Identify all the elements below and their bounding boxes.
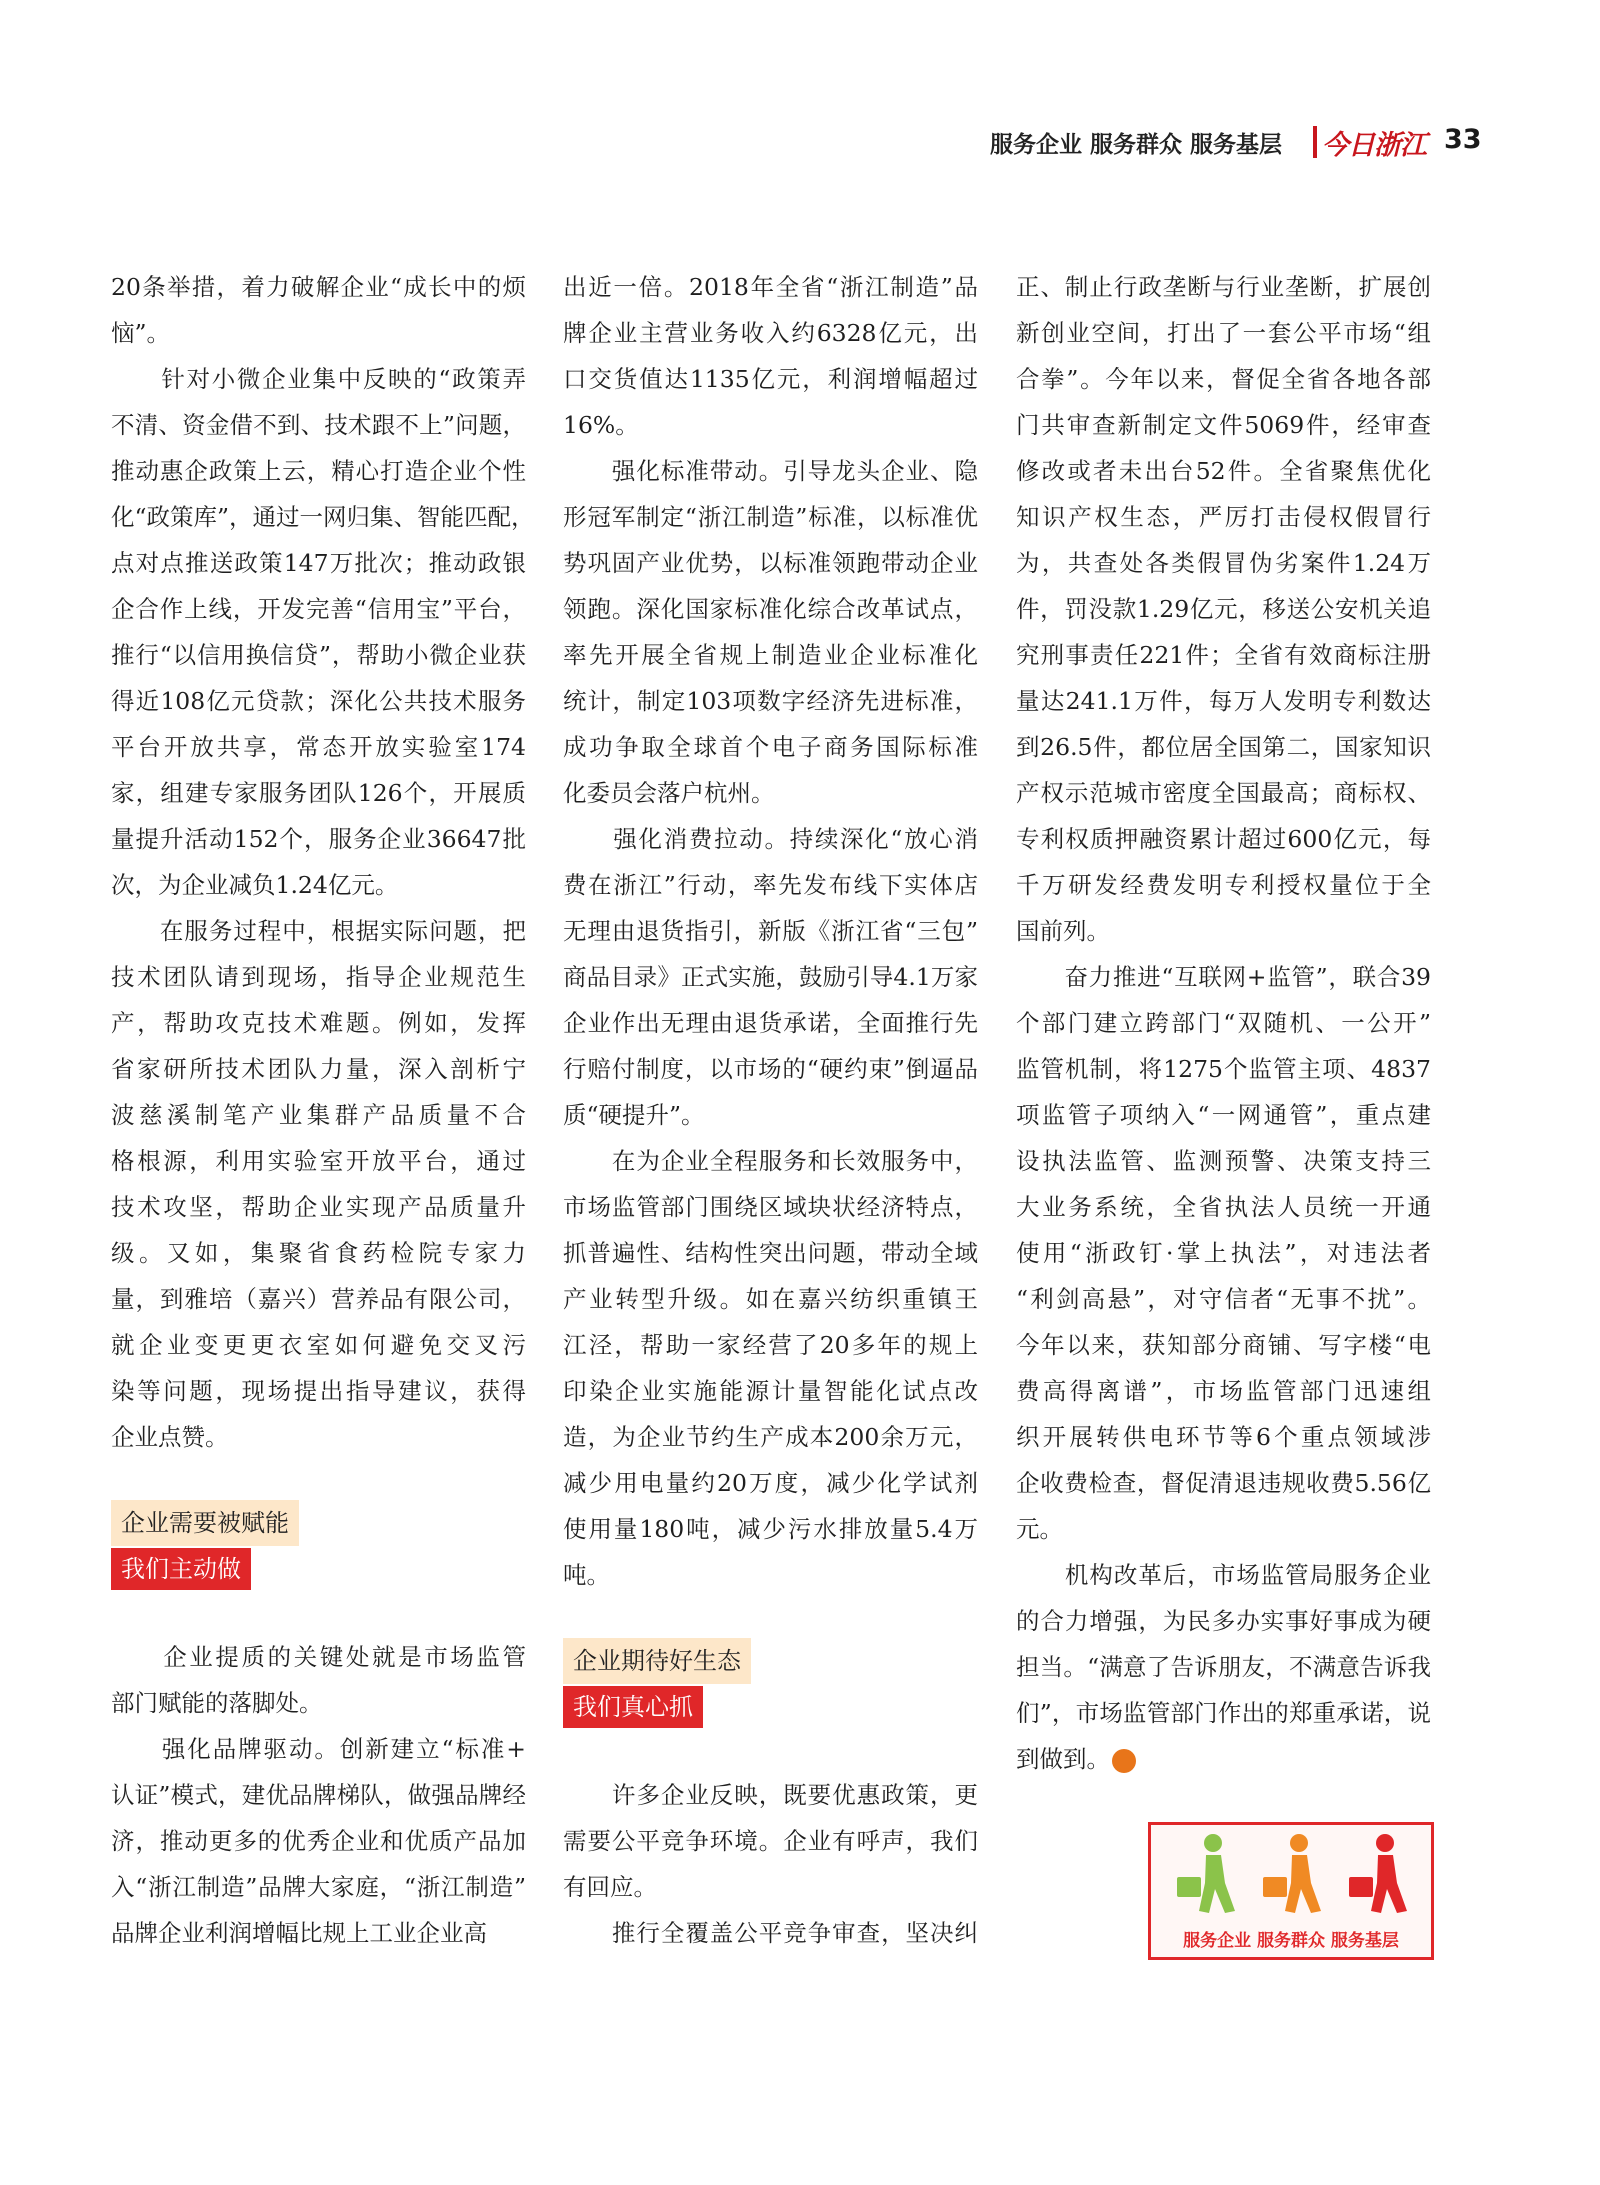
body-text-line: 统计，制定103项数字经济先进标准，: [563, 687, 978, 715]
body-text-line: 项监管子项纳入“一网通管”，重点建: [1016, 1101, 1431, 1129]
body-text-line: 为，共查处各类假冒伪劣案件1.24万: [1016, 549, 1431, 577]
body-text-line: 费在浙江”行动，率先发布线下实体店: [563, 871, 978, 899]
body-text-line: “利剑高悬”，对守信者“无事不扰”。: [1016, 1285, 1431, 1313]
body-text-line: 入“浙江制造”品牌大家庭，“浙江制造”: [111, 1873, 526, 1901]
section-title: 企业需要被赋能: [111, 1500, 299, 1546]
body-text-line: 费高得离谱”，市场监管部门迅速组: [1016, 1377, 1431, 1405]
body-text-line: 修改或者未出台52件。全省聚焦优化: [1016, 457, 1431, 485]
body-text-line: 担当。“满意了告诉朋友，不满意告诉我: [1016, 1653, 1431, 1681]
body-text-line: 率先开展全省规上制造业企业标准化: [563, 641, 978, 669]
walking-figure-icon: [1263, 1834, 1321, 1913]
body-text-line: 企合作上线，开发完善“信用宝”平台，: [111, 595, 526, 623]
body-text-line: 化“政策库”，通过一网归集、智能匹配，: [111, 503, 535, 531]
body-text-line: 济，推动更多的优秀企业和优质产品加: [111, 1827, 526, 1855]
body-text-line: 次，为企业减负1.24亿元。: [111, 871, 399, 899]
body-text-line: 今年以来，获知部分商铺、写字楼“电: [1016, 1331, 1431, 1359]
body-text-line: 省家研所技术团队力量，深入剖析宁: [111, 1055, 526, 1083]
body-text-line: 件，罚没款1.29亿元，移送公安机关追: [1016, 595, 1431, 623]
body-text-line: 使用“浙政钉·掌上执法”，对违法者: [1016, 1239, 1431, 1267]
body-text-line: 技术团队请到现场，指导企业规范生: [111, 963, 526, 991]
header-slogan: 服务企业 服务群众 服务基层: [990, 132, 1283, 158]
section-subtitle: 我们真心抓: [563, 1686, 703, 1728]
body-text-line: 企业提质的关键处就是市场监管: [111, 1643, 526, 1671]
body-text-line: 认证”模式，建优品牌梯队，做强品牌经: [111, 1781, 526, 1809]
body-text-line: 需要公平竞争环境。企业有呼声，我们: [563, 1827, 978, 1855]
body-text-line: 就企业变更更衣室如何避免交叉污: [111, 1331, 526, 1359]
section-title: 企业期待好生态: [563, 1638, 751, 1684]
body-text-line: 成功争取全球首个电子商务国际标准: [563, 733, 978, 761]
body-text-line: 专利权质押融资累计超过600亿元，每: [1016, 825, 1431, 853]
body-text-line: 势巩固产业优势，以标准领跑带动企业: [563, 549, 978, 577]
walking-figures-icon: [1151, 1825, 1431, 1925]
body-text-line: 牌企业主营业务收入约6328亿元，出: [563, 319, 978, 347]
end-mark-icon: [1112, 1749, 1136, 1773]
body-text-line: 企收费检查，督促清退违规收费5.56亿: [1016, 1469, 1431, 1497]
body-text-line: 门共审查新制定文件5069件，经审查: [1016, 411, 1431, 439]
body-text-line: 企业点赞。: [111, 1423, 229, 1451]
body-text-line: 产业转型升级。如在嘉兴纺织重镇王: [563, 1285, 978, 1313]
body-text-line: 形冠军制定“浙江制造”标准，以标准优: [563, 503, 978, 531]
page-header: [990, 122, 1480, 164]
body-text-line: 抓普遍性、结构性突出问题，带动全域: [563, 1239, 978, 1267]
body-text-line: 出近一倍。2018年全省“浙江制造”品: [563, 273, 978, 301]
body-text-line: 强化标准带动。引导龙头企业、隐: [563, 457, 978, 485]
body-text-line: 个部门建立跨部门“双随机、一公开”: [1016, 1009, 1431, 1037]
body-text-line: 们”，市场监管部门作出的郑重承诺，说: [1016, 1699, 1431, 1727]
header-divider: [1313, 126, 1317, 158]
body-text-line: 到26.5件，都位居全国第二，国家知识: [1016, 733, 1431, 761]
body-text-line: 量达241.1万件，每万人发明专利数达: [1016, 687, 1431, 715]
body-text-line: 质“硬提升”。: [563, 1101, 705, 1129]
body-text-line: 千万研发经费发明专利授权量位于全: [1016, 871, 1431, 899]
body-text-line: 在服务过程中，根据实际问题，把: [111, 917, 526, 945]
body-text-line: 印染企业实施能源计量智能化试点改: [563, 1377, 978, 1405]
walking-figure-icon: [1349, 1834, 1407, 1913]
body-text-line: 有回应。: [563, 1873, 657, 1901]
body-text-line: 平台开放共享，常态开放实验室174: [111, 733, 526, 761]
body-text-line: 品牌企业利润增幅比规上工业企业高: [111, 1919, 487, 1947]
body-text-line: 家，组建专家服务团队126个，开展质: [111, 779, 526, 807]
body-text-line: 市场监管部门围绕区域块状经济特点，: [563, 1193, 978, 1221]
body-text-line: 奋力推进“互联网+监管”，联合39: [1016, 963, 1431, 991]
service-logo: [1148, 1822, 1434, 1960]
body-text-line: 元。: [1016, 1515, 1063, 1543]
body-text-line: 许多企业反映，既要优惠政策，更: [563, 1781, 978, 1809]
body-text-line: 波慈溪制笔产业集群产品质量不合: [111, 1101, 526, 1129]
body-text-line: 20条举措，着力破解企业“成长中的烦: [111, 273, 526, 301]
body-text-line: 无理由退货指引，新版《浙江省“三包”: [563, 917, 978, 945]
body-text-line: 织开展转供电环节等6个重点领域涉: [1016, 1423, 1431, 1451]
body-text-line: 在为企业全程服务和长效服务中，: [563, 1147, 978, 1175]
body-text-line: 究刑事责任221件；全省有效商标注册: [1016, 641, 1431, 669]
body-text-line: 到做到。: [1016, 1739, 1431, 1779]
body-text-line: 染等问题，现场提出指导建议，获得: [111, 1377, 526, 1405]
body-text-line: 领跑。深化国家标准化综合改革试点，: [563, 595, 978, 623]
body-text-line: 减少用电量约20万度，减少化学试剂: [563, 1469, 978, 1497]
body-text-line: 口交货值达1135亿元，利润增幅超过: [563, 365, 978, 393]
body-text-line: 商品目录》正式实施，鼓励引导4.1万家: [563, 963, 978, 991]
body-text-line: 造，为企业节约生产成本200余万元，: [563, 1423, 978, 1451]
body-text-line: 强化消费拉动。持续深化“放心消: [563, 825, 978, 853]
body-text-line: 吨。: [563, 1561, 610, 1589]
body-text-line: 格根源，利用实验室开放平台，通过: [111, 1147, 526, 1175]
body-text-line: 推行“以信用换信贷”，帮助小微企业获: [111, 641, 526, 669]
body-text-line: 企业作出无理由退货承诺，全面推行先: [563, 1009, 978, 1037]
body-text-line: 使用量180吨，减少污水排放量5.4万: [563, 1515, 978, 1543]
body-text-line: 恼”。: [111, 319, 171, 347]
body-text-line: 级。又如，集聚省食药检院专家力: [111, 1239, 526, 1267]
body-text-line: 不清、资金借不到、技术跟不上”问题，: [111, 411, 526, 439]
body-text-line: 量，到雅培（嘉兴）营养品有限公司，: [111, 1285, 526, 1313]
body-text-line: 知识产权生态，严厉打击侵权假冒行: [1016, 503, 1431, 531]
logo-caption: 服务企业 服务群众 服务基层: [1183, 1931, 1399, 1951]
body-text-line: 产，帮助攻克技术难题。例如，发挥: [111, 1009, 526, 1037]
body-text-line: 部门赋能的落脚处。: [111, 1689, 323, 1717]
body-text-line: 点对点推送政策147万批次；推动政银: [111, 549, 526, 577]
body-text-line: 大业务系统，全省执法人员统一开通: [1016, 1193, 1431, 1221]
body-text-line: 针对小微企业集中反映的“政策弄: [111, 365, 526, 393]
section-subtitle: 我们主动做: [111, 1548, 251, 1590]
body-text-line: 合拳”。今年以来，督促全省各地各部: [1016, 365, 1431, 393]
walking-figure-icon: [1177, 1834, 1235, 1913]
magazine-logo: 今日浙江: [1322, 130, 1426, 161]
body-text-line: 强化品牌驱动。创新建立“标准+: [111, 1735, 526, 1763]
body-text-line: 量提升活动152个，服务企业36647批: [111, 825, 526, 853]
body-text-line: 得近108亿元贷款；深化公共技术服务: [111, 687, 526, 715]
page-number: 33: [1444, 124, 1482, 155]
body-text-line: 推行全覆盖公平竞争审查，坚决纠: [563, 1919, 978, 1947]
body-text-line: 行赔付制度，以市场的“硬约束”倒逼品: [563, 1055, 978, 1083]
body-text-line: 新创业空间，打出了一套公平市场“组: [1016, 319, 1431, 347]
body-text-line: 的合力增强，为民多办实事好事成为硬: [1016, 1607, 1431, 1635]
body-text-line: 江泾，帮助一家经营了20多年的规上: [563, 1331, 978, 1359]
body-text-line: 正、制止行政垄断与行业垄断，扩展创: [1016, 273, 1431, 301]
body-text-line: 16%。: [563, 411, 639, 439]
body-text-line: 化委员会落户杭州。: [563, 779, 775, 807]
body-text-line: 设执法监管、监测预警、决策支持三: [1016, 1147, 1431, 1175]
body-text-line: 产权示范城市密度全国最高；商标权、: [1016, 779, 1431, 807]
body-text-line: 推动惠企政策上云，精心打造企业个性: [111, 457, 526, 485]
body-text-line: 技术攻坚，帮助企业实现产品质量升: [111, 1193, 526, 1221]
body-text-line: 国前列。: [1016, 917, 1110, 945]
body-text-line: 机构改革后，市场监管局服务企业: [1016, 1561, 1431, 1589]
body-text-line: 监管机制，将1275个监管主项、4837: [1016, 1055, 1431, 1083]
